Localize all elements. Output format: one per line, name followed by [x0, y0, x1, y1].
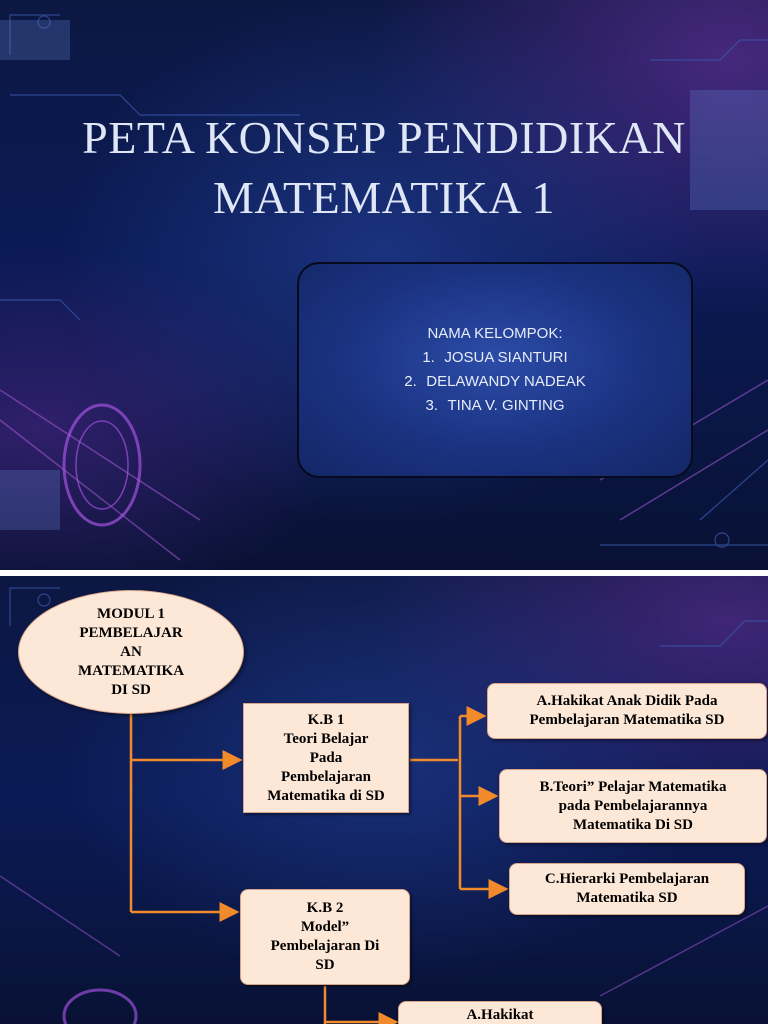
slide-title [40, 108, 728, 228]
title-line-2: MATEMATIKA 1 [212, 172, 556, 223]
kb2-node: K.B 2 Model” Pembelajaran Di SD [240, 889, 410, 985]
title-line-1: PETA KONSEP PENDIDIKAN [82, 112, 686, 163]
kb2-item-a: A.Hakikat [398, 1001, 602, 1024]
concept-map-slide [0, 576, 768, 1024]
member-item: 2. DELAWANDY NADEAK [404, 373, 586, 390]
module-node: MODUL 1 PEMBELAJAR AN MATEMATIKA DI SD [18, 590, 244, 714]
kb1-item-c: C.Hierarki Pembelajaran Matematika SD [509, 863, 745, 915]
member-item: 3. TINA V. GINTING [425, 397, 565, 414]
kb1-item-a: A.Hakikat Anak Didik Pada Pembelajaran Matematika SD [487, 683, 767, 739]
group-members-box [297, 262, 693, 478]
group-label: NAMA KELOMPOK: [427, 325, 563, 342]
kb1-item-b: B.Teori” Pelajar Matematika pada Pembelajarannya Matematika Di SD [499, 769, 767, 843]
kb1-node: K.B 1 Teori Belajar Pada Pembelajaran Matematika di SD [243, 703, 409, 813]
member-item: 1. JOSUA SIANTURI [422, 349, 568, 366]
